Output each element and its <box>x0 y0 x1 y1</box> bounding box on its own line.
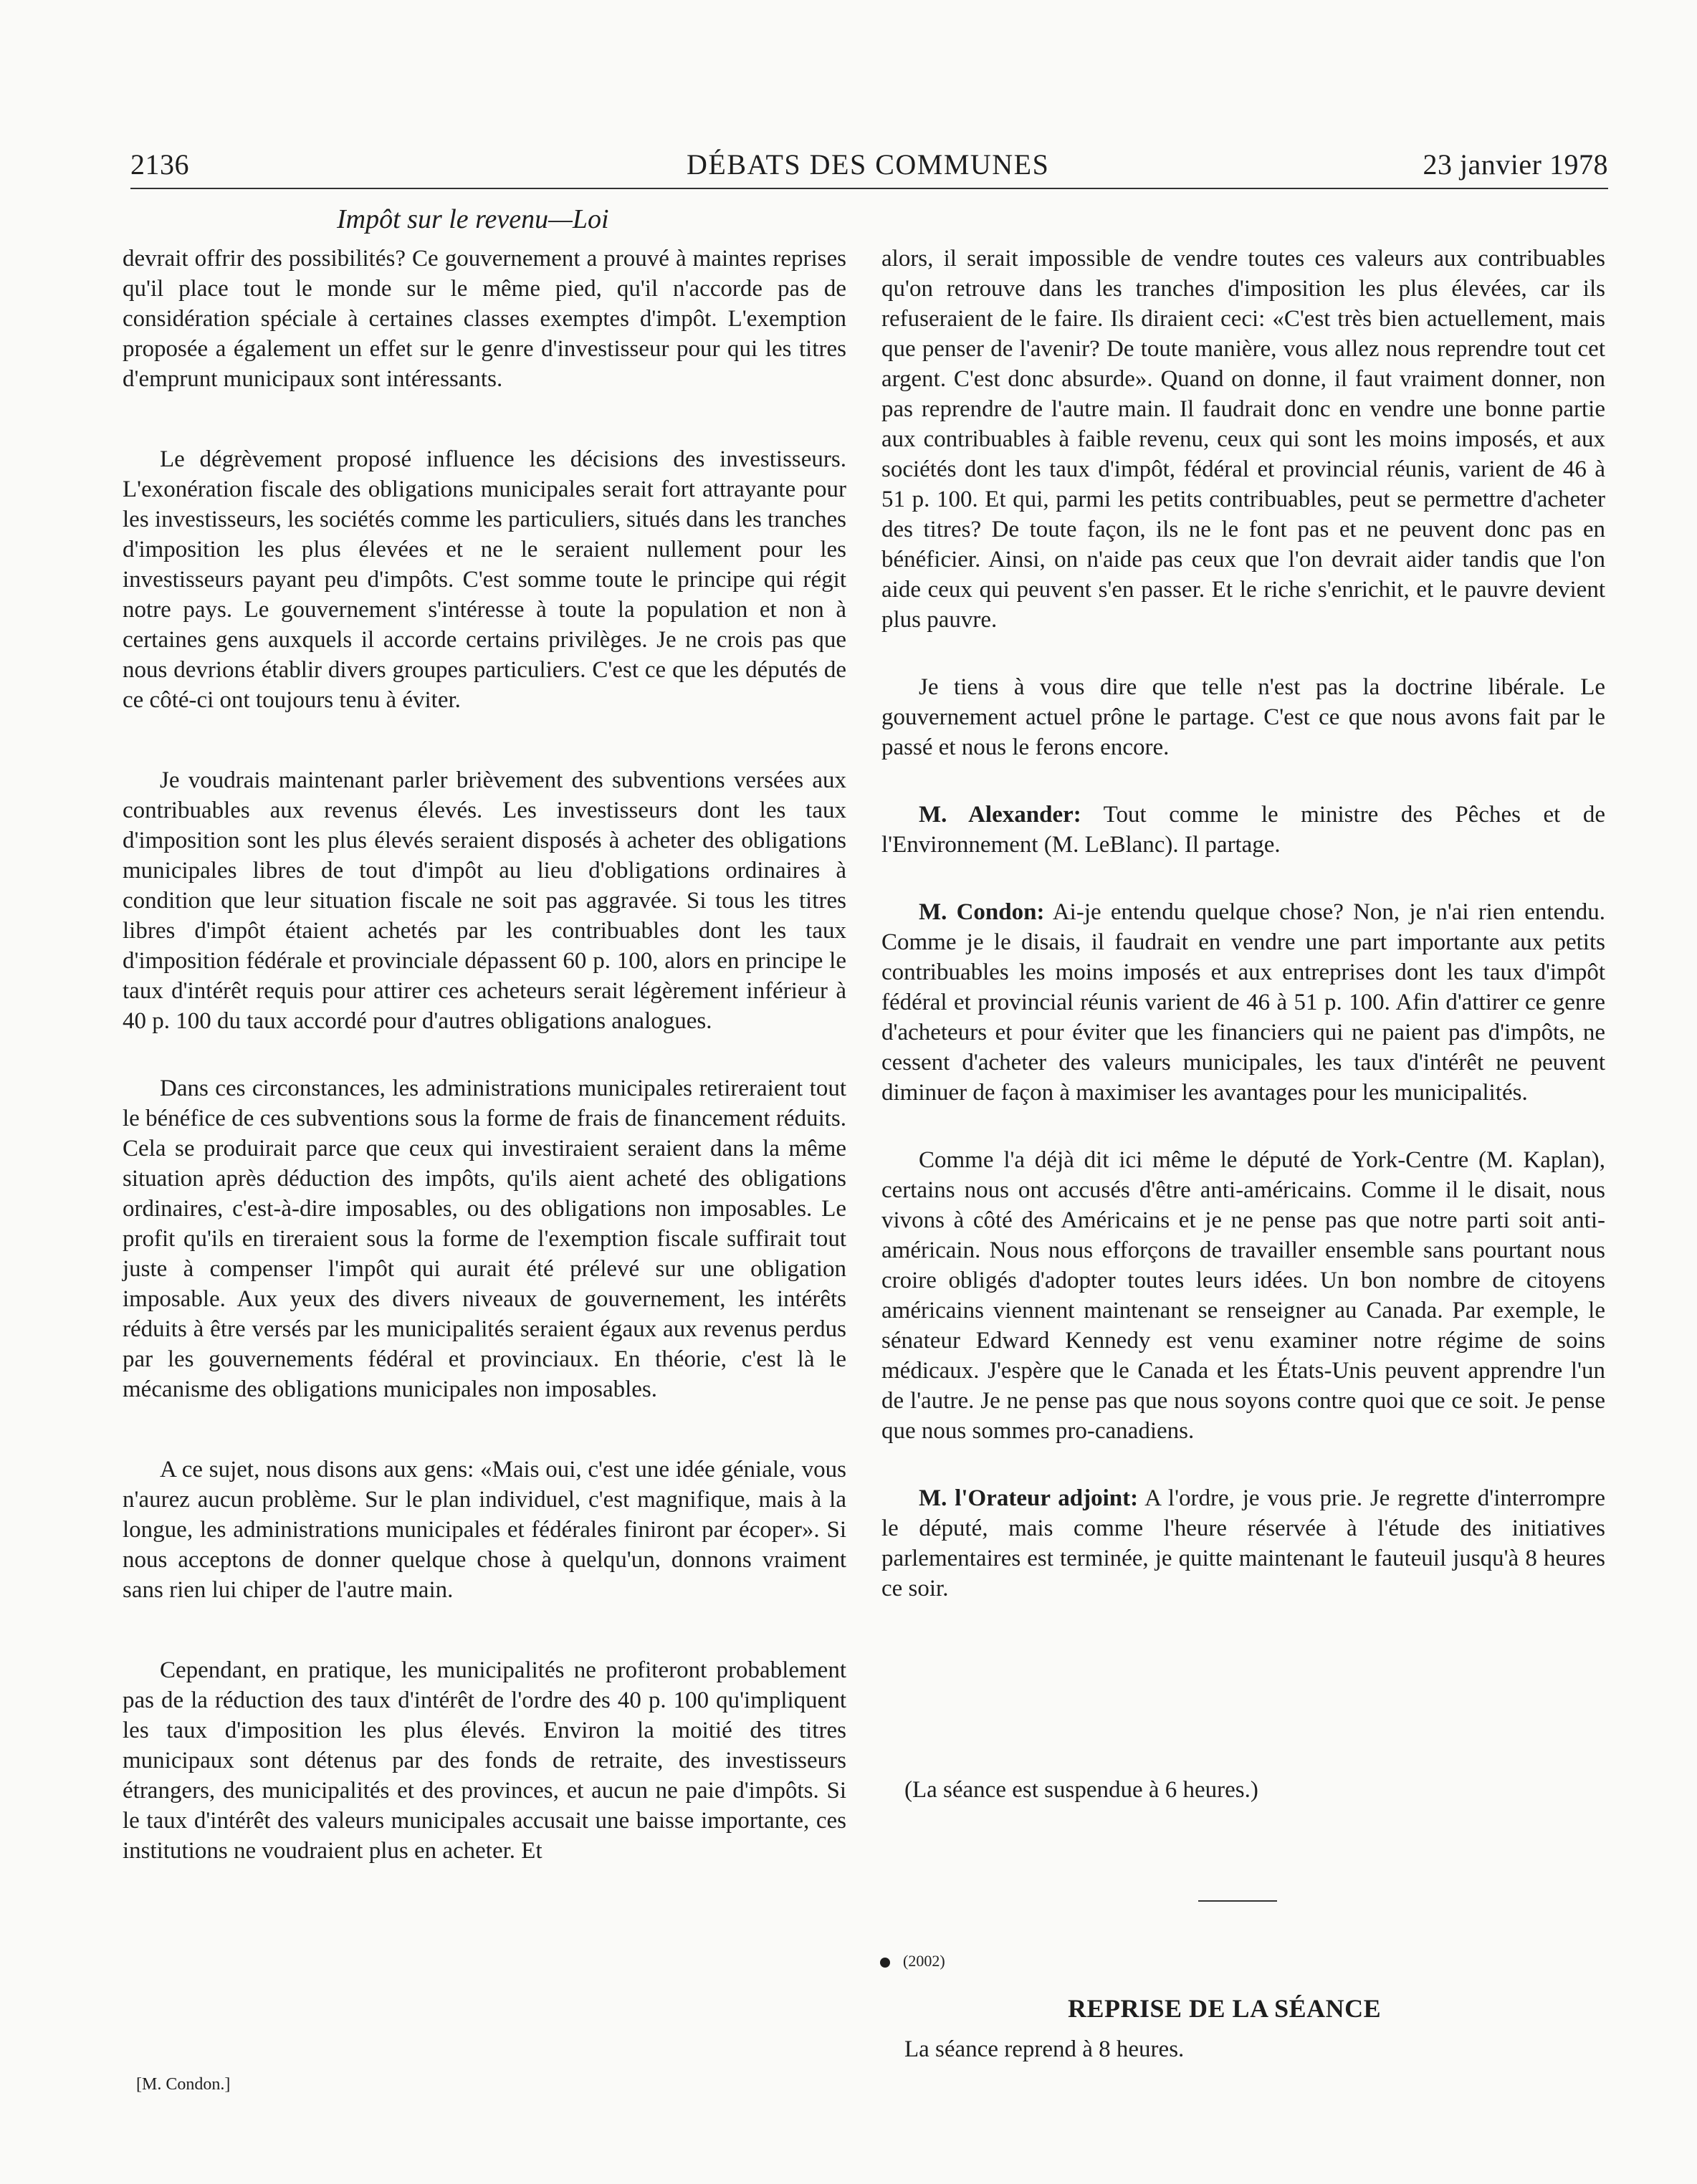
right-column <box>881 244 1605 1604</box>
speaker-attribution: [M. Condon.] <box>136 2075 231 2094</box>
left-column <box>123 244 846 1866</box>
page-number: 2136 <box>130 148 189 181</box>
left-paragraph-4: Dans ces circonstances, les administrations municipales retireraient tout le bénéfice de ces subventions sous la forme de frais de financement réduits. Cela se produirait parce que ceux qui investiraient seraient dans la même situation après déduction des impôts, qu'ils aient acheté des obligations ordinaires, c'est-à-dire imposables, ou des obligations non imposables. Le profit qu'ils en tireraient sous la forme de l'exemption fiscale suffirait tout juste à compenser l'impôt qui aurait été prélevé sur une obligation imposable. Aux yeux des divers niveaux de gouvernement, les intérêts réduits à être versés par les municipalités seraient égaux aux revenus perdus par les gouvernements fédéral et provinciaux. En théorie, c'est là le mécanisme des obligations municipales non imposables. <box>123 1076 846 1402</box>
time-marker <box>880 1952 945 1970</box>
right-paragraph-2: Je tiens à vous dire que telle n'est pas la doctrine libérale. Le gouvernement actuel prône le partage. C'est ce que nous avons fait par le passé et nous le ferons encore. <box>881 674 1605 760</box>
section-subtitle: Impôt sur le revenu—Loi <box>337 204 609 234</box>
right-paragraph-4 <box>881 897 1605 1108</box>
publication-title: DÉBATS DES COMMUNES <box>687 148 1050 181</box>
left-paragraph-3: Je voudrais maintenant parler brièvement des subventions versées aux contribuables aux revenus élevés. Les investisseurs dont les taux d'imposition sont les plus élevés seraient disposés à acheter des obligations municipales libres de tout d'impôt au lieu d'obligations ordinaires à condition que leur situation fiscale ne soit pas aggravée. Si tous les titres libres d'impôt étaient achetés par les contribuables dont les taux d'imposition fédérale et provinciale dépassent 60 p. 100, alors en principe le taux d'intérêt requis pour attirer ces acheteurs serait légèrement inférieur à 40 p. 100 du taux accordé pour d'autres obligations analogues. <box>123 767 846 1034</box>
speaker-name: M. Alexander: <box>919 802 1081 828</box>
speech-text: Tout comme le ministre des Pêches et de l'Environnement (M. LeBlanc). Il partage. <box>881 802 1605 858</box>
publication-date: 23 janvier 1978 <box>1423 148 1608 181</box>
suspension-note: (La séance est suspendue à 6 heures.) <box>904 1777 1258 1803</box>
right-paragraph-3 <box>881 800 1605 860</box>
left-paragraph-5: A ce sujet, nous disons aux gens: «Mais oui, c'est une idée géniale, vous n'aurez aucun problème. Sur le plan individuel, c'est magnifique, mais à la longue, les administrations municipales et fédérales finiront par écoper». Si nous acceptons de donner quelque chose à quelqu'un, donnons vraiment sans rien lui chiper de l'autre main. <box>123 1457 846 1603</box>
left-paragraph-1: devrait offrir des possibilités? Ce gouvernement a prouvé à maintes reprises qu'il place tout le monde sur le même pied, qu'il n'accorde pas de considération spéciale à certaines classes exemptes d'impôt. L'exemption proposée a également un effet sur le genre d'investisseur pour qui les titres d'emprunt municipaux sont intéressants. <box>123 246 846 392</box>
time-marker-label: (2002) <box>903 1952 945 1970</box>
left-paragraph-6: Cependant, en pratique, les municipalités ne profiteront probablement pas de la réduction des taux d'intérêt de l'ordre des 40 p. 100 qu'impliquent les taux d'imposition les plus élevés. Environ la moitié des titres municipaux sont détenus par des fonds de retraite, des investisseurs étrangers, des municipalités et des provinces, et aucun ne paie d'impôts. Si le taux d'intérêt des valeurs municipales accusait une baisse importante, ces institutions ne voudraient plus en acheter. Et <box>123 1657 846 1864</box>
reprise-heading: REPRISE DE LA SÉANCE <box>1068 1994 1382 2023</box>
right-paragraph-5: Comme l'a déjà dit ici même le député de York-Centre (M. Kaplan), certains nous ont accusés d'être anti-américains. Comme il le disait, nous vivons à côté des Américains et je ne pense pas que notre parti soit anti-américain. Nous nous efforçons de travailler ensemble sans pourtant nous croire obligés d'adopter toutes leurs idées. Un bon nombre de citoyens américains viennent maintenant se renseigner au Canada. Par exemple, le sénateur Edward Kennedy est venu examiner notre régime de soins médicaux. J'espère que le Canada et les États-Unis peuvent apprendre l'un de l'autre. Je ne pense pas que nous soyons contre quoi que ce soit. Je pense que nous sommes pro-canadiens. <box>881 1147 1605 1444</box>
speaker-name: M. l'Orateur adjoint: <box>919 1485 1139 1511</box>
right-paragraph-6 <box>881 1483 1605 1604</box>
left-paragraph-2: Le dégrèvement proposé influence les décisions des investisseurs. L'exonération fiscale des obligations municipales serait fort attrayante pour les investisseurs, les sociétés comme les particuliers, situés dans les tranches d'imposition les plus élevées et ne le seraient nullement pour les investisseurs payant peu d'impôts. C'est somme toute le principe qui régit notre pays. Le gouvernement s'intéresse à toute la population et non à certaines gens auxquels il accorde certains privilèges. Je ne crois pas que nous devrions établir divers groupes particuliers. C'est ce que les députés de ce côté-ci ont toujours tenu à éviter. <box>123 446 846 713</box>
header-rule <box>130 188 1608 189</box>
speech-text: A l'ordre, je vous prie. Je regrette d'interrompre le député, mais comme l'heure réservée à l'étude des initiatives parlementaires est terminée, je quitte maintenant le fauteuil jusqu'à 8 heures ce soir. <box>881 1485 1605 1601</box>
bullet-icon <box>880 1958 890 1968</box>
right-paragraph-1: alors, il serait impossible de vendre toutes ces valeurs aux contribuables qu'on retrouve dans les tranches d'imposition les plus élevées, car ils refuseraient de le faire. Ils diraient ceci: «C'est très bien actuellement, mais que penser de l'avenir? De toute manière, vous allez nous reprendre tout cet argent. C'est donc absurde». Quand on donne, il faut vraiment donner, non pas reprendre de l'autre main. Il faudrait donc en vendre une bonne partie aux contribuables à faible revenu, ceux qui sont les moins imposés, et aux sociétés dont les taux d'impôt, fédéral et provincial réunis, varient de 46 à 51 p. 100. Et qui, parmi les petits contribuables, peut se permettre d'acheter des titres? De toute façon, ils ne le font pas et ne peuvent donc pas en bénéficier. Ainsi, on n'aide pas ceux que l'on devrait aider tandis que l'on aide ceux qui peuvent s'en passer. Et le riche s'enrichit, et le pauvre devient plus pauvre. <box>881 246 1605 633</box>
speech-text: Ai-je entendu quelque chose? Non, je n'ai rien entendu. Comme je le disais, il faudrait en vendre une part importante aux petits contribuables les moins imposés et aux entreprises dont les taux d'impôt fédéral et provincial réunis varient de 46 à 51 p. 100. Afin d'attirer ce genre d'acheteurs et pour éviter que les financiers qui ne paient pas d'impôts, ne cessent d'acheter des valeurs municipales, les taux d'intérêt ne peuvent diminuer de façon à maximiser les avantages pour les municipalités. <box>881 899 1605 1106</box>
speaker-name: M. Condon: <box>919 899 1045 925</box>
reprise-text: La séance reprend à 8 heures. <box>904 2036 1185 2062</box>
section-separator <box>1198 1900 1277 1902</box>
